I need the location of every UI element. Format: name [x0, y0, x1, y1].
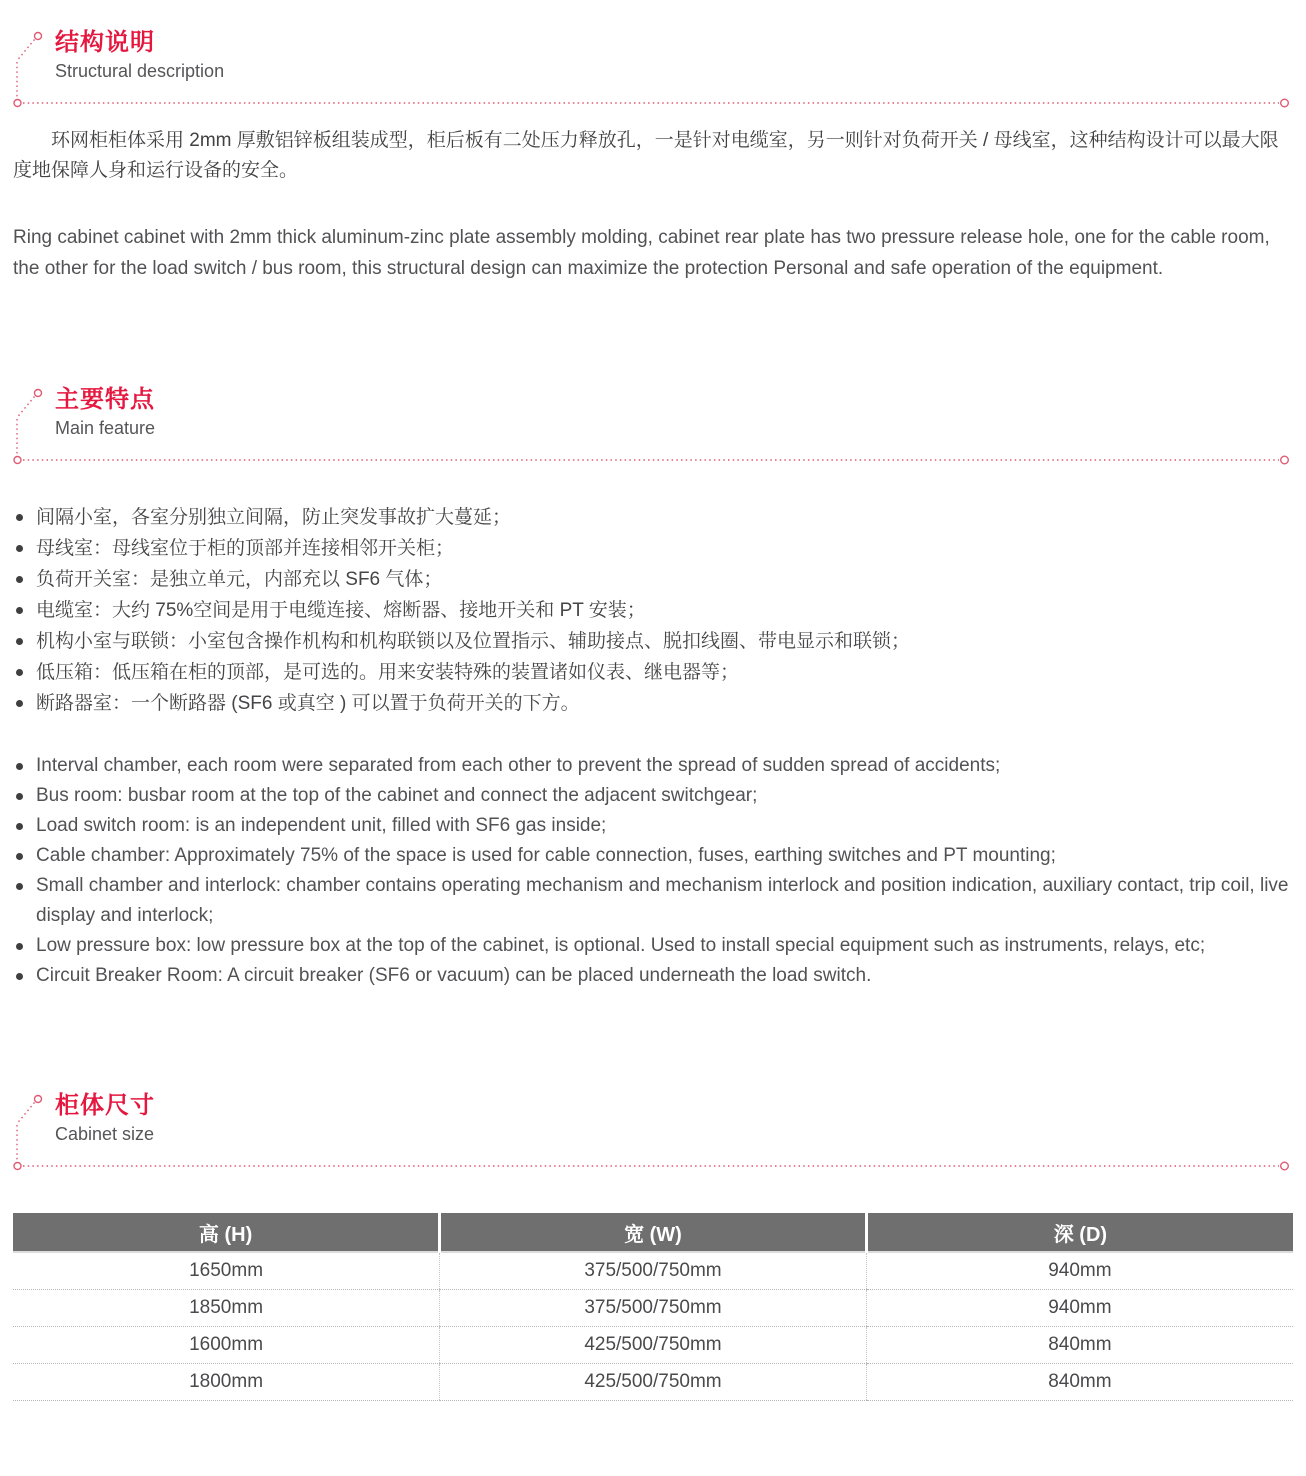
- section-header-decoration: [13, 382, 1293, 466]
- section-title-en: Main feature: [55, 418, 156, 438]
- table-row: [13, 1364, 1293, 1401]
- feature-item-zh: 母线室：母线室位于柜的顶部并连接相邻开关柜；: [13, 533, 1295, 564]
- table-header-height: 高 (H): [13, 1213, 440, 1252]
- feature-item-en: Interval chamber, each room were separated from each other to prevent the spread of sudden spread of accidents;: [13, 751, 1295, 781]
- feature-item-en: Small chamber and interlock: chamber contains operating mechanism and mechanism interlock and position indication, auxiliary contact, trip coil, live display and interlock;: [13, 871, 1295, 931]
- section-header-structural: [13, 25, 1293, 109]
- section-title-zh: 结构说明: [55, 29, 155, 56]
- table-row: [13, 1290, 1293, 1327]
- cell-width: 425/500/750mm: [440, 1327, 867, 1364]
- feature-item-en: Low pressure box: low pressure box at the top of the cabinet, is optional. Used to install special equipment such as instruments, relays, etc;: [13, 931, 1295, 961]
- feature-item-zh: 机构小室与联锁：小室包含操作机构和机构联锁以及位置指示、辅助接点、脱扣线圈、带电显示和联锁；: [13, 626, 1295, 657]
- cell-width: 375/500/750mm: [440, 1290, 867, 1327]
- feature-item-zh: 断路器室：一个断路器 (SF6 或真空 ) 可以置于负荷开关的下方。: [13, 688, 1295, 719]
- cell-height: 1600mm: [13, 1327, 440, 1364]
- table-header-depth: 深 (D): [866, 1213, 1293, 1252]
- table-header-row: [13, 1213, 1293, 1252]
- feature-item-en: Bus room: busbar room at the top of the cabinet and connect the adjacent switchgear;: [13, 781, 1295, 811]
- feature-item-zh: 负荷开关室：是独立单元，内部充以 SF6 气体；: [13, 564, 1295, 595]
- feature-item-en: Cable chamber: Approximately 75% of the space is used for cable connection, fuses, earthing switches and PT mounting;: [13, 841, 1295, 871]
- feature-item-zh: 低压箱：低压箱在柜的顶部，是可选的。用来安装特殊的装置诸如仪表、继电器等；: [13, 657, 1295, 688]
- table-header-width: 宽 (W): [440, 1213, 867, 1252]
- feature-item-en: Circuit Breaker Room: A circuit breaker (SF6 or vacuum) can be placed underneath the load switch.: [13, 961, 1295, 991]
- cell-depth: 840mm: [866, 1327, 1293, 1364]
- structural-paragraph-en: Ring cabinet cabinet with 2mm thick aluminum-zinc plate assembly molding, cabinet rear plate has two pressure release hole, one for the cable room, the other for the load switch / bus room, this structural design can maximize the protection Personal and safe operation of the equipment.: [13, 227, 1270, 279]
- section-title-en: Cabinet size: [55, 1124, 155, 1144]
- cell-depth: 940mm: [866, 1290, 1293, 1327]
- section-header-features: [13, 382, 1293, 466]
- section-title-en: Structural description: [55, 61, 225, 81]
- section-header-size: [13, 1088, 1293, 1172]
- cell-width: 425/500/750mm: [440, 1364, 867, 1401]
- section-title-zh: 柜体尺寸: [55, 1092, 155, 1119]
- section-title-zh: 主要特点: [55, 386, 155, 413]
- feature-item-zh: 间隔小室，各室分别独立间隔，防止突发事故扩大蔓延；: [13, 502, 1295, 533]
- feature-item-en: Load switch room: is an independent unit, filled with SF6 gas inside;: [13, 811, 1295, 841]
- cell-width: 375/500/750mm: [440, 1252, 867, 1290]
- structural-paragraph-zh: 环网柜柜体采用 2mm 厚敷铝锌板组装成型，柜后板有二处压力释放孔，一是针对电缆室，另一则针对负荷开关 / 母线室，这种结构设计可以最大限度地保障人身和运行设备的安全。: [13, 130, 1279, 181]
- section-header-decoration: [13, 1088, 1293, 1172]
- table-row: [13, 1252, 1293, 1290]
- cell-height: 1800mm: [13, 1364, 440, 1401]
- feature-list-zh: [13, 502, 1295, 719]
- cell-height: 1850mm: [13, 1290, 440, 1327]
- cell-depth: 840mm: [866, 1364, 1293, 1401]
- feature-item-zh: 电缆室：大约 75%空间是用于电缆连接、熔断器、接地开关和 PT 安装；: [13, 595, 1295, 626]
- cell-height: 1650mm: [13, 1252, 440, 1290]
- cell-depth: 940mm: [866, 1252, 1293, 1290]
- feature-list-en: [13, 751, 1295, 991]
- table-row: [13, 1327, 1293, 1364]
- cabinet-size-table: [13, 1213, 1293, 1401]
